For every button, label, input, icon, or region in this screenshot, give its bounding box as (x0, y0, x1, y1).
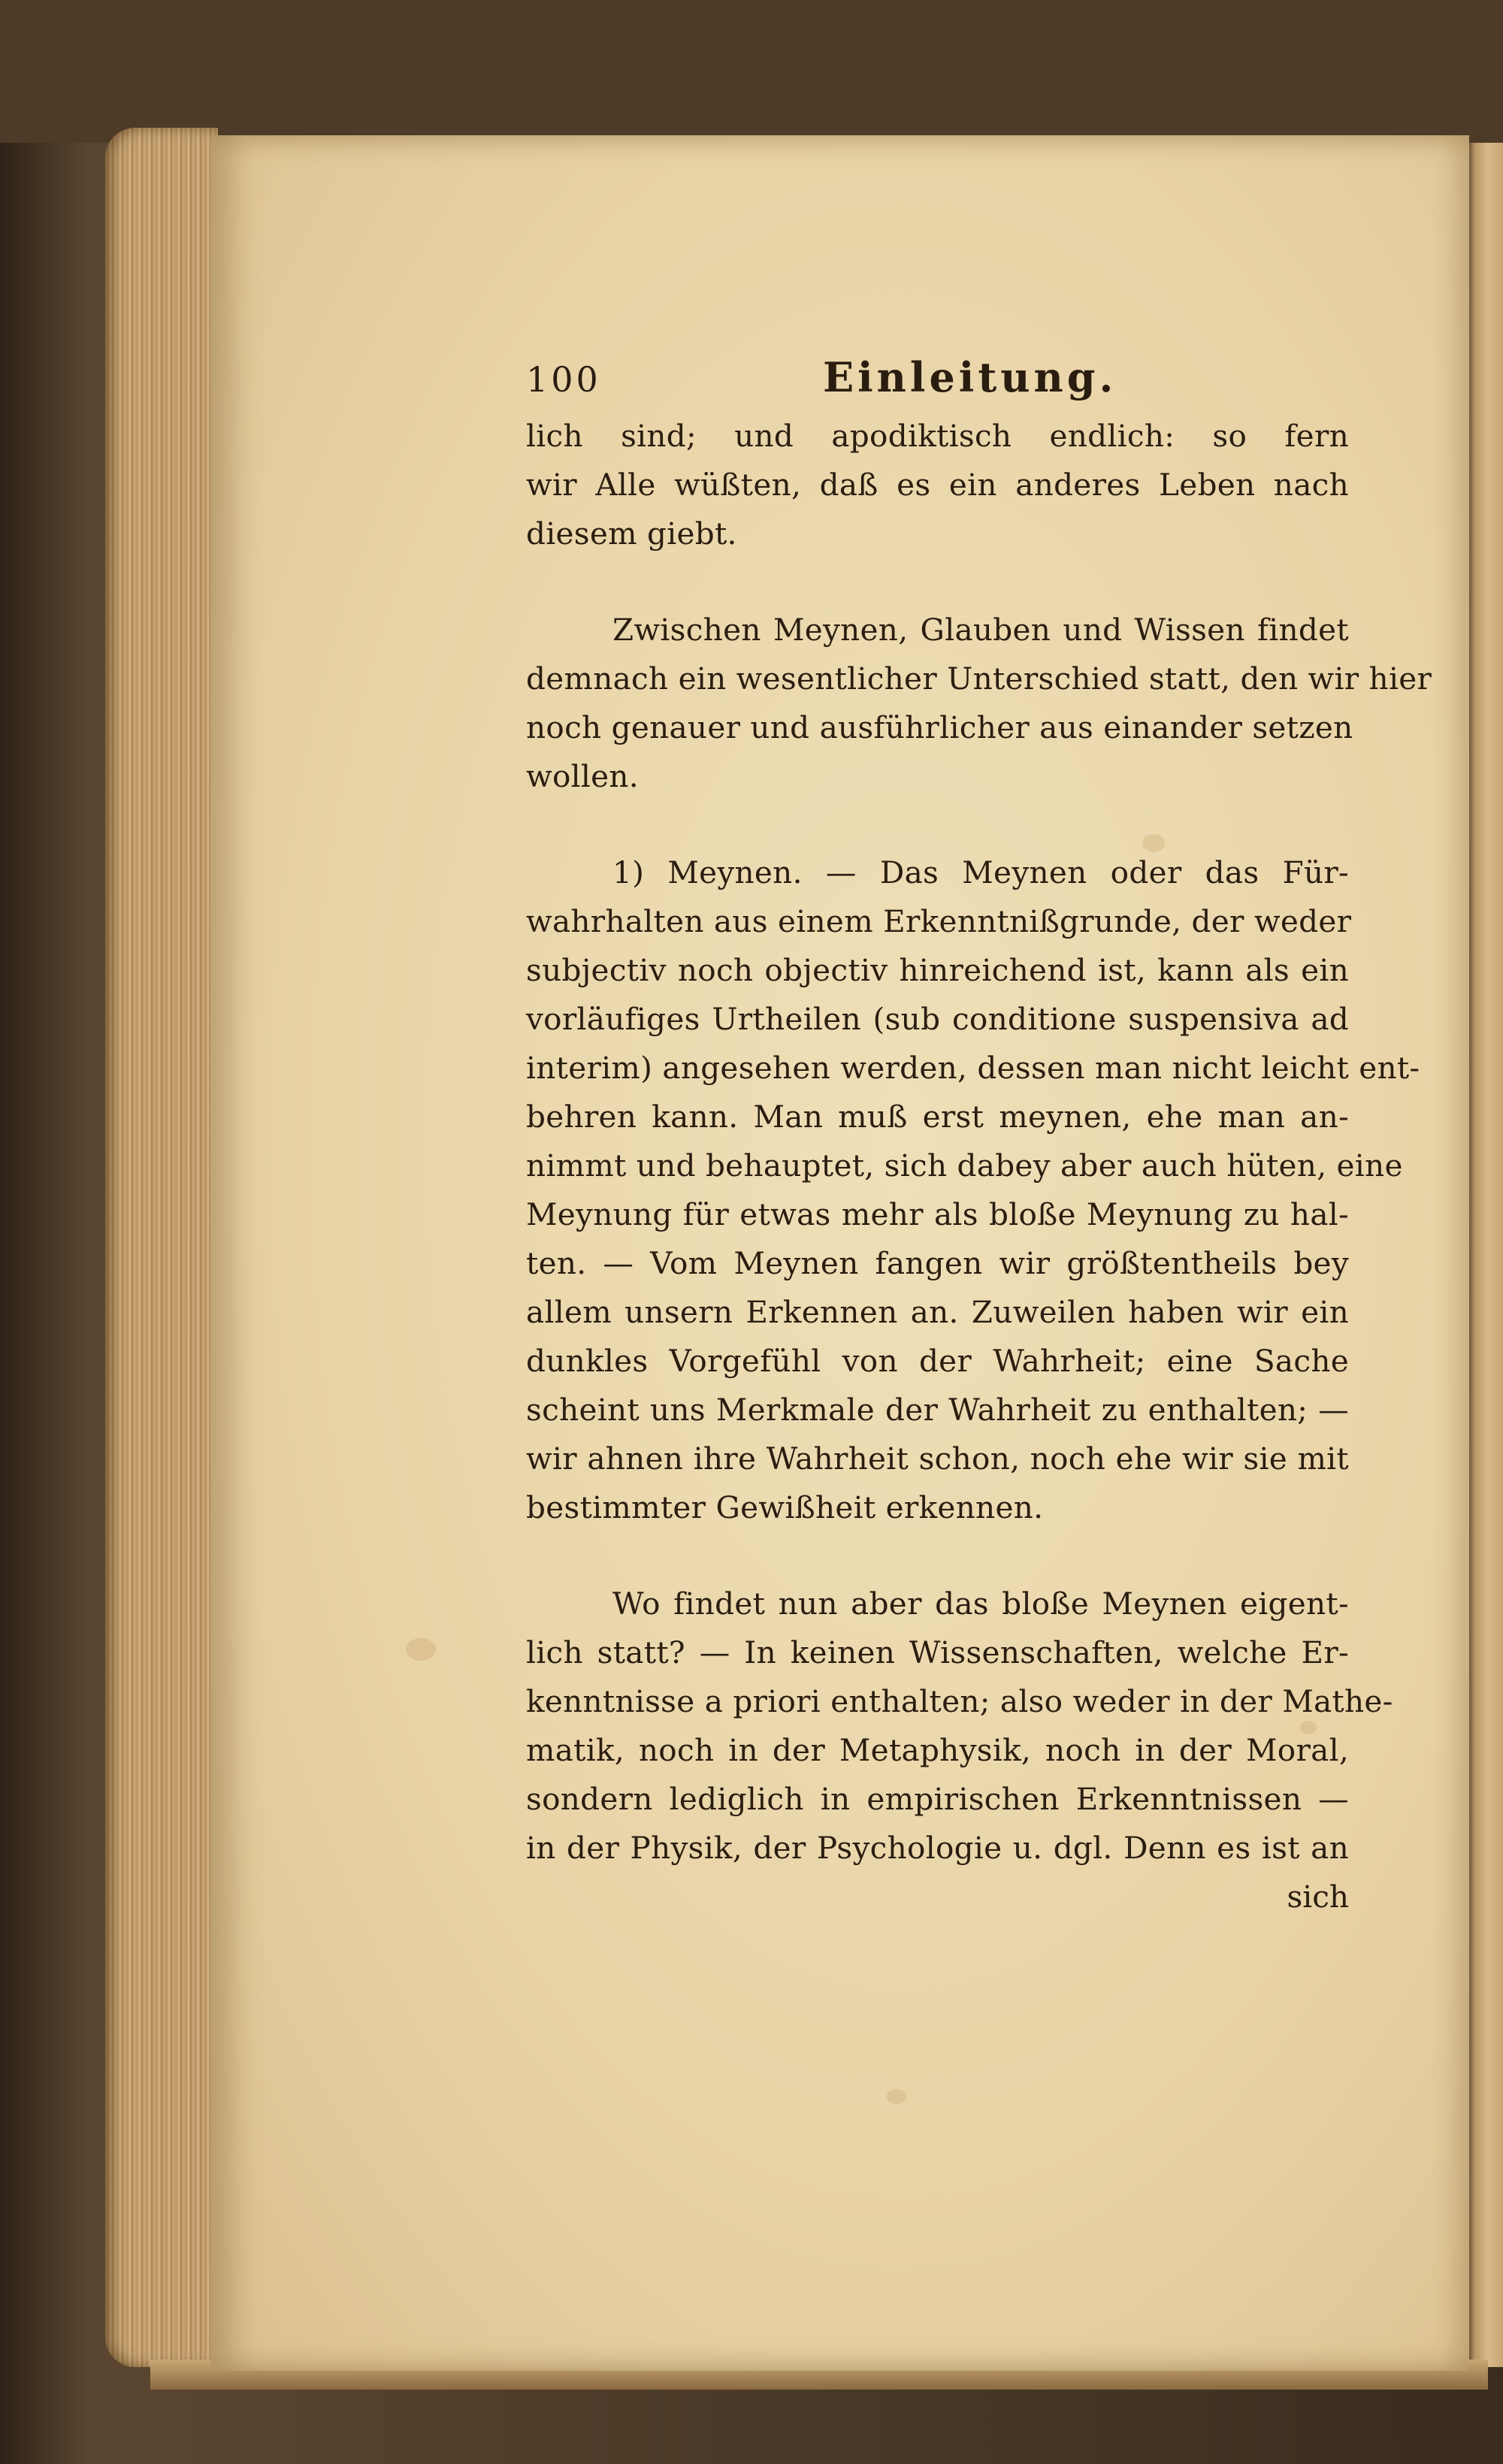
text-line: subjectiv noch objectiv hinreichend ist, kann als ein (526, 952, 1349, 988)
text-line: matik, noch in der Metaphysik, noch in der Moral, (526, 1732, 1349, 1768)
page-edges (105, 128, 218, 2367)
text-line: scheint uns Merkmale der Wahrheit zu enthalten; — (526, 1392, 1349, 1428)
paragraph-2 (526, 606, 1432, 801)
paragraph-1 (526, 412, 1349, 558)
text-line: Wo findet nun aber das bloße Meynen eigent- (612, 1586, 1349, 1622)
text-line: vorläufiges Urtheilen (sub conditione suspensiva ad (526, 1001, 1349, 1037)
page-header (526, 353, 1349, 412)
facing-page-edge (1465, 143, 1503, 2367)
text-line: diesem giebt. (526, 515, 737, 552)
text-line: 1) Meynen. — Das Meynen oder das Für- (612, 854, 1349, 890)
paragraph-4 (526, 1580, 1393, 1873)
text-line: wir Alle wüßten, daß es ein anderes Leben nach (526, 467, 1349, 503)
text-line: noch genauer und ausführlicher aus einander setzen (526, 709, 1353, 745)
text-line: bestimmter Gewißheit erkennen. (526, 1489, 1044, 1525)
foxing-spot (406, 1638, 436, 1661)
text-line: sondern lediglich in empirischen Erkenntnissen — (526, 1781, 1349, 1817)
foxing-spot (887, 2089, 906, 2104)
text-line: lich sind; und apodiktisch endlich: so fern (526, 418, 1349, 454)
backdrop (0, 0, 1503, 143)
paragraph-3 (526, 848, 1420, 1532)
text-line: ten. — Vom Meynen fangen wir größtentheils bey (526, 1245, 1349, 1281)
text-line: interim) angesehen werden, dessen man nicht leicht ent- (526, 1050, 1420, 1086)
text-line: behren kann. Man muß erst meynen, ehe man an- (526, 1099, 1349, 1135)
text-line: Meynung für etwas mehr als bloße Meynung zu hal- (526, 1196, 1349, 1232)
text-line: lich statt? — In keinen Wissenschaften, welche Er- (526, 1634, 1349, 1670)
text-line: nimmt und behauptet, sich dabey aber auch hüten, eine (526, 1147, 1403, 1184)
text-line: wir ahnen ihre Wahrheit schon, noch ehe wir sie mit (526, 1441, 1349, 1477)
text-line: kenntnisse a priori enthalten; also weder in der Mathe- (526, 1683, 1393, 1719)
text-line: Zwischen Meynen, Glauben und Wissen findet (612, 612, 1349, 648)
text-line: dunkles Vorgefühl von der Wahrheit; eine Sache (526, 1343, 1349, 1379)
text-line: wahrhalten aus einem Erkenntnißgrunde, der weder (526, 903, 1352, 939)
text-line: demnach ein wesentlicher Unterschied statt, den wir hier (526, 661, 1432, 697)
text-line: wollen. (526, 758, 639, 794)
text-line: in der Physik, der Psychologie u. dgl. Denn es ist an (526, 1830, 1349, 1866)
text-line: allem unsern Erkennen an. Zuweilen haben wir ein (526, 1294, 1349, 1330)
running-head: Einleitung. (823, 353, 1117, 401)
catchword: sich (1287, 1879, 1349, 1915)
text-block (526, 353, 1432, 1921)
page-number: 100 (526, 359, 601, 400)
